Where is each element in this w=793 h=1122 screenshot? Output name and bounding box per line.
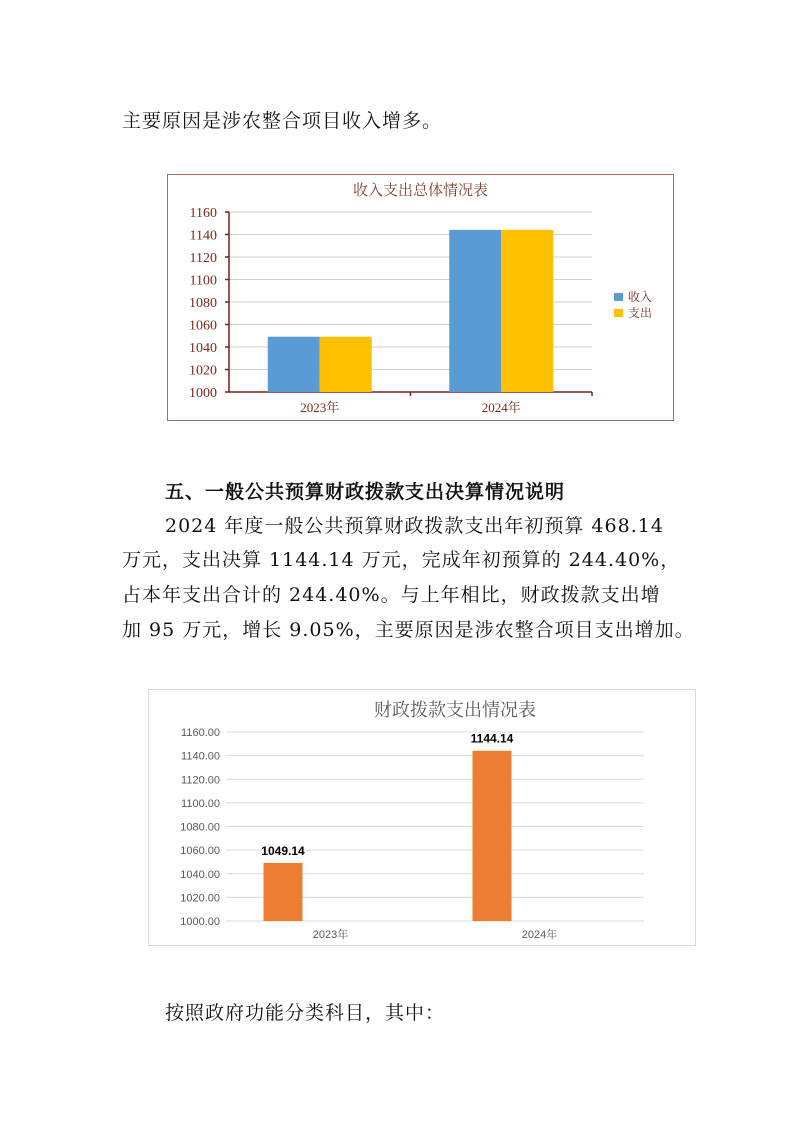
bar-expense — [501, 230, 553, 392]
income-expense-chart — [167, 174, 674, 421]
appropriation-expense-chart — [148, 689, 696, 946]
y-tick-label: 1000 — [189, 386, 217, 401]
x-tick-label: 2024年 — [521, 929, 558, 941]
y-tick-label: 1140.00 — [181, 750, 220, 763]
y-tick-label: 1060 — [189, 318, 217, 334]
y-tick-label: 1140 — [189, 228, 217, 244]
body-text-line: 2024 年度一般公共预算财政拨款支出年初预算 468.14 — [165, 515, 664, 537]
legend-swatch — [614, 309, 623, 317]
x-tick-label: 2024年 — [481, 400, 521, 415]
y-tick-label: 1020.00 — [180, 892, 220, 905]
chart-title: 收入支出总体情况表 — [352, 183, 489, 199]
chart-title: 财政拨款支出情况表 — [374, 700, 536, 720]
y-tick-label: 1080.00 — [180, 821, 220, 834]
section-heading: 五、一般公共预算财政拨款支出决算情况说明 — [165, 481, 566, 503]
bar-appropriation-expense — [473, 751, 512, 921]
x-tick-label: 2023年 — [300, 400, 340, 415]
y-tick-label: 1040.00 — [180, 868, 220, 881]
legend-label: 收入 — [628, 290, 653, 304]
bar-income — [449, 230, 501, 392]
y-tick-label: 1100 — [189, 273, 217, 289]
body-text-line: 万元，支出决算 1144.14 万元，完成年初预算的 244.40%， — [122, 549, 681, 571]
bar-appropriation-expense — [264, 863, 303, 921]
body-text-line: 加 95 万元，增长 9.05%，主要原因是涉农整合项目支出增加。 — [122, 619, 695, 641]
y-tick-label: 1040 — [189, 341, 217, 356]
y-tick-label: 1100.00 — [181, 797, 220, 810]
income-expense-chart-svg — [168, 175, 675, 422]
legend-label: 支出 — [628, 306, 653, 320]
y-tick-label: 1160.00 — [181, 727, 220, 739]
appropriation-expense-chart-svg — [149, 690, 697, 947]
y-tick-label: 1060.00 — [180, 845, 220, 858]
body-text-line: 主要原因是涉农整合项目收入增多。 — [122, 110, 443, 132]
y-tick-label: 1120 — [189, 251, 217, 266]
data-label: 1144.14 — [470, 731, 514, 746]
bar-expense — [320, 337, 372, 392]
body-text-line: 按照政府功能分类科目，其中： — [165, 1002, 446, 1024]
y-tick-label: 1000.00 — [180, 916, 220, 928]
body-text-line: 占本年支出合计的 244.40%。与上年相比，财政拨款支出增 — [122, 584, 661, 606]
x-tick-label: 2023年 — [312, 929, 349, 941]
y-tick-label: 1080 — [189, 296, 217, 311]
y-tick-label: 1160 — [189, 206, 217, 221]
legend-swatch — [614, 293, 623, 301]
bar-income — [268, 337, 320, 392]
y-tick-label: 1120.00 — [181, 774, 220, 787]
data-label: 1049.14 — [261, 843, 305, 858]
y-tick-label: 1020 — [189, 363, 217, 379]
